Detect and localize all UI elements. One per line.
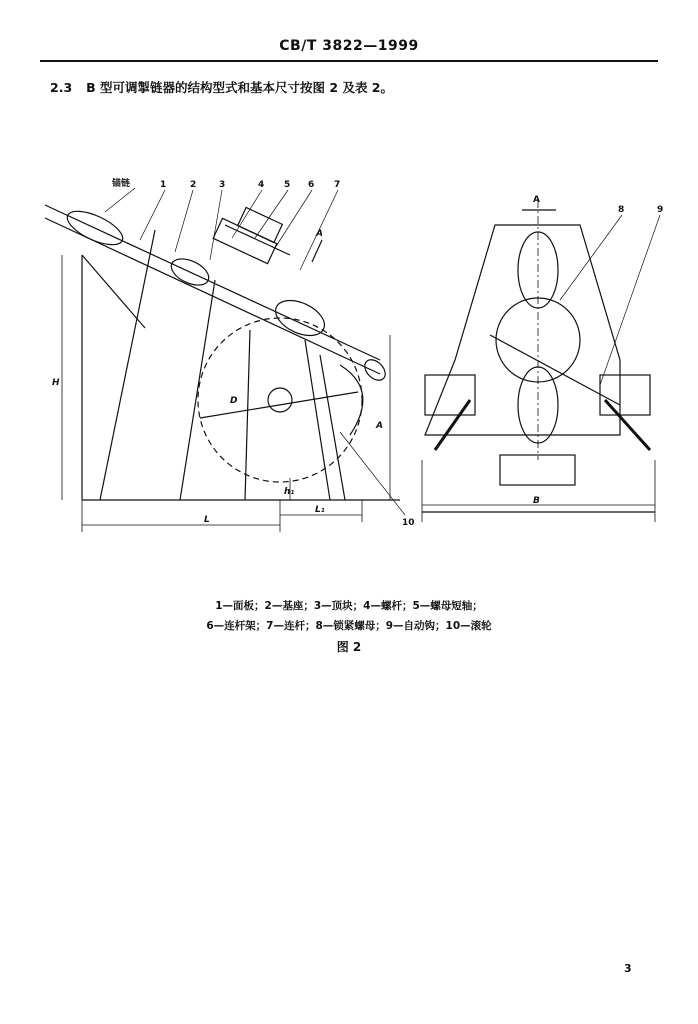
leg-5 — [305, 340, 330, 500]
section-number: 2.3 — [50, 80, 73, 95]
dim-A-label: A — [376, 421, 383, 431]
part-4-label: 4 — [258, 180, 265, 190]
diameter-line — [200, 392, 358, 418]
technical-drawing — [0, 160, 698, 550]
leader-1 — [140, 190, 165, 240]
dim-D-label: D — [230, 396, 238, 406]
part-3-label: 3 — [219, 180, 226, 190]
part-2-label: 2 — [190, 180, 197, 190]
leader-2 — [175, 190, 193, 252]
part-9-label: 9 — [657, 205, 664, 215]
auto-hook-bar — [490, 335, 620, 405]
front-bottom-block — [500, 455, 575, 485]
header-rule — [40, 60, 658, 62]
standard-code: CB/T 3822—1999 — [279, 38, 419, 54]
section-text: B 型可调掣链器的结构型式和基本尺寸按图 2 及表 2。 — [86, 80, 393, 95]
arrow-A-label: A — [316, 229, 323, 239]
front-housing — [425, 225, 620, 435]
leader-6 — [275, 190, 312, 248]
leg-4 — [320, 355, 345, 500]
deck-top-line — [45, 205, 380, 360]
screw-nut — [238, 207, 283, 242]
chain-label: 锚链 — [112, 179, 131, 189]
caption-parts-line-2: 6—连杆架；7—连杆；8—锁紧螺母；9—自动钩；10—滚轮 — [206, 620, 492, 632]
face-plate-edge — [82, 255, 145, 328]
leader-10 — [340, 432, 405, 515]
arrow-A — [312, 240, 322, 262]
dim-B-label: B — [533, 496, 540, 506]
roller-hub — [268, 388, 292, 412]
dim-H-label: H — [52, 378, 60, 388]
top-block — [213, 218, 277, 263]
leader-3 — [210, 190, 222, 260]
left-lug — [425, 375, 475, 415]
page-number: 3 — [624, 962, 632, 975]
dim-h1-label: h₁ — [284, 487, 295, 497]
roller-arc — [340, 365, 363, 435]
chain-link — [361, 356, 389, 384]
part-6-label: 6 — [308, 180, 315, 190]
part-10-label: 10 — [402, 518, 415, 528]
part-8-label: 8 — [618, 205, 625, 215]
figure-2-drawing — [0, 160, 698, 550]
leader-9 — [600, 215, 660, 385]
right-bolt — [605, 400, 650, 450]
leg-2 — [180, 280, 215, 500]
leader-chain — [105, 188, 135, 212]
figure-title: 图 2 — [336, 640, 362, 654]
dim-L-label: L — [204, 515, 210, 525]
part-5-label: 5 — [284, 180, 291, 190]
leader-4 — [232, 190, 262, 238]
leader-8 — [560, 215, 622, 300]
part-7-label: 7 — [334, 180, 341, 190]
part-1-label: 1 — [160, 180, 167, 190]
view-A-label: A — [533, 195, 540, 205]
right-lug — [600, 375, 650, 415]
left-bolt — [435, 400, 470, 450]
dim-L1-label: L₁ — [315, 505, 325, 515]
caption-parts-line-1: 1—面板；2—基座；3—顶块；4—螺杆；5—螺母短轴； — [215, 600, 483, 612]
leg-1 — [100, 230, 155, 500]
section-heading — [50, 78, 393, 96]
